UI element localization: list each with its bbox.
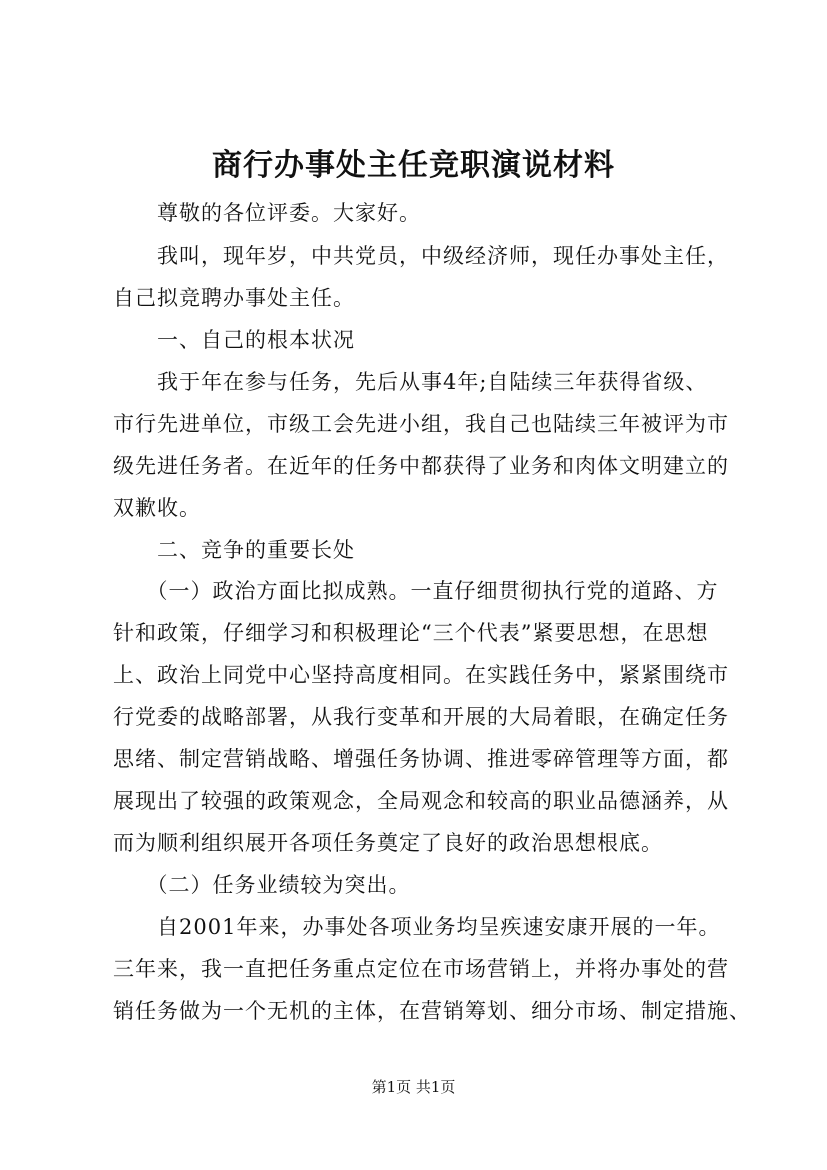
text-line: 上、政治上同党中心坚持高度相同。在实践任务中，紧紧围绕市 xyxy=(113,663,729,687)
text-line: 二、竞争的重要长处 xyxy=(113,538,355,562)
page-footer: 第1页 共1页 xyxy=(371,1078,456,1096)
text-line: （二）任务业绩较为突出。 xyxy=(113,873,411,897)
page-title: 商行办事处主任竞职演说材料 xyxy=(212,148,615,183)
text-line: 自己拟竞聘办事处主任。 xyxy=(113,286,355,310)
text-line: 而为顺利组织展开各项任务奠定了良好的政治思想根底。 xyxy=(113,831,663,855)
text-line: 行党委的战略部署，从我行变革和开展的大局着眼，在确定任务 xyxy=(113,705,729,729)
text-line: （一）政治方面比拟成熟。一直仔细贯彻执行党的道路、方 xyxy=(113,579,719,603)
text-line: 级先进任务者。在近年的任务中都获得了业务和肉体文明建立的 xyxy=(113,454,729,478)
text-line: 市行先进单位，市级工会先进小组，我自己也陆续三年被评为市 xyxy=(113,412,729,436)
text-line: 自2001年来，办事处各项业务均呈疾速安康开展的一年。 xyxy=(113,915,721,939)
text-line: 思绪、制定营销战略、增强任务协调、推进零碎管理等方面，都 xyxy=(113,747,729,771)
text-line: 我叫，现年岁，中共党员，中级经济师，现任办事处主任， xyxy=(113,244,729,268)
text-line: 一、自己的根本状况 xyxy=(113,328,355,352)
text-line: 销任务做为一个无机的主体，在营销筹划、细分市场、制定措施、 xyxy=(113,999,751,1023)
text-line: 尊敬的各位评委。大家好。 xyxy=(113,201,421,225)
text-line: 展现出了较强的政策观念，全局观念和较高的职业品德涵养，从 xyxy=(113,789,729,813)
text-line: 三年来，我一直把任务重点定位在市场营销上，并将办事处的营 xyxy=(113,957,729,981)
text-line: 双歉收。 xyxy=(113,496,201,520)
text-line: 我于年在参与任务，先后从事4年;自陆续三年获得省级、 xyxy=(113,370,708,394)
text-line: 针和政策，仔细学习和积极理论“三个代表”紧要思想，在思想 xyxy=(113,621,709,645)
